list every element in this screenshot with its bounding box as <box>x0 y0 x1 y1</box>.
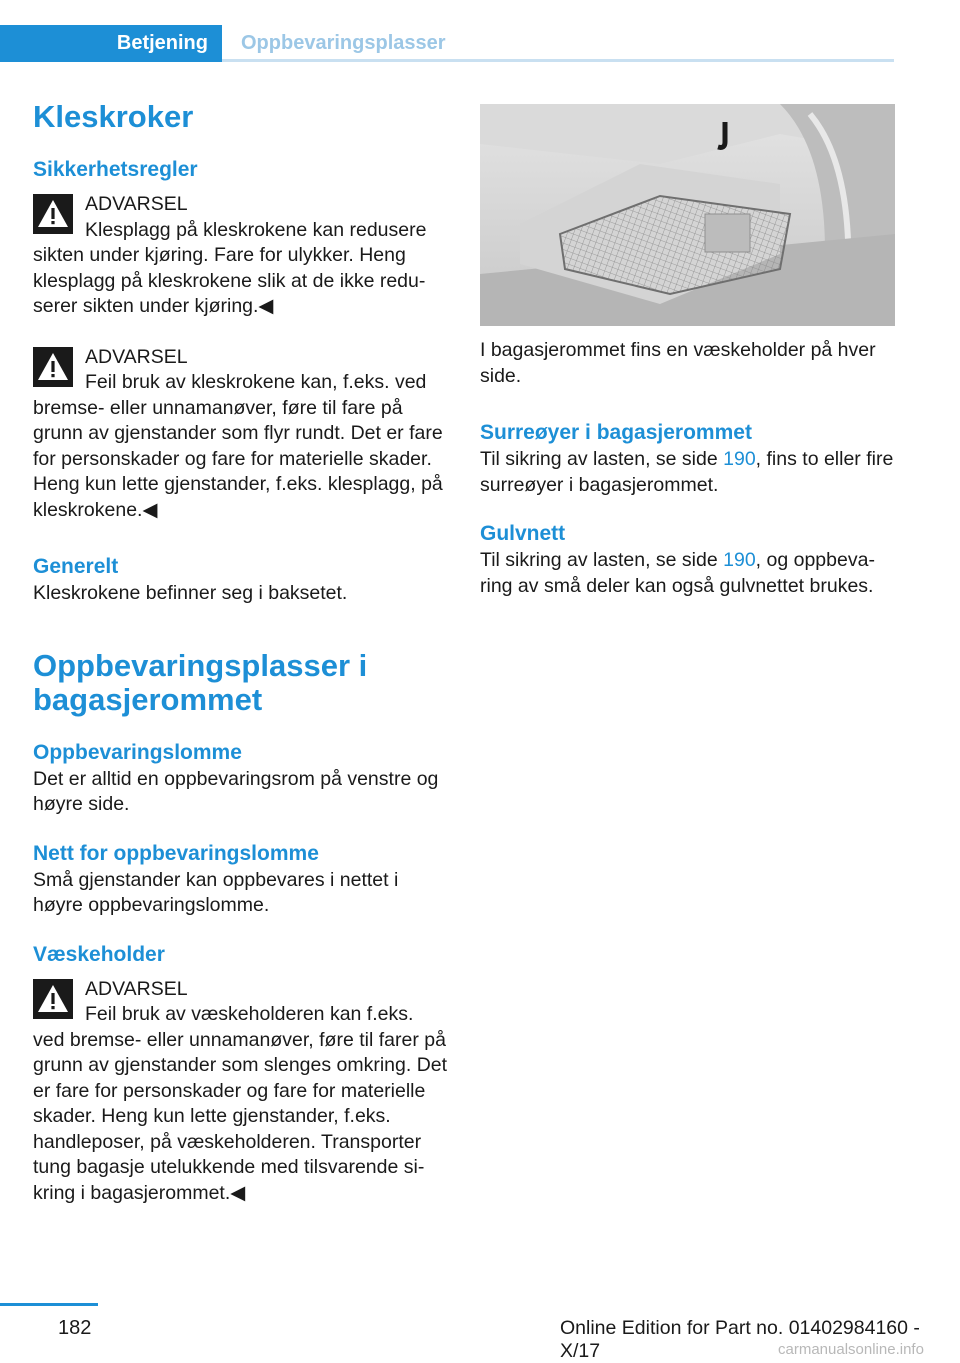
gulv-text-post: , og oppbevaring av små deler kan også gulvnettet brukes. <box>480 549 875 597</box>
header-bar <box>0 0 960 62</box>
warning-text: Feil bruk av kleskrokene kan, f.eks. ved bremse- eller unnamanøver, føre til fare på grunn av gjenstander som flyr rundt. Det er fare for personskader og fare for materielle skader. Heng kun lette gjenstander, f.eks. klesplagg, på kleskrokene.◀ <box>33 371 443 521</box>
warning-title: ADVARSEL <box>85 345 188 368</box>
warning-text: Feil bruk av væskeholderen kan f.eks. ved bremse- eller unnamanøver, føre til farer på grunn av gjenstander som slenges omkring. Det er fare for personskader og fare for materielle skader. Heng kun lette gjenstander, f.eks. handleposer, på væskeholderen. Transporter tung bagasje utelukkende med tilsvarende sikring i bagasjerommet.◀ <box>33 1003 448 1204</box>
surre-text-post: , fins to eller fire surreøyer i bagasjerommet. <box>480 448 894 496</box>
right-column <box>480 104 896 599</box>
warning-title: ADVARSEL <box>85 977 188 1000</box>
lomme-text: Det er alltid en oppbevaringsrom på venstre og høyre side. <box>33 767 439 815</box>
heading-nett: Nett for oppbevaringslomme <box>33 841 319 865</box>
watermark: carmanualsonline.info <box>778 1341 924 1358</box>
heading-sikkerhetsregler: Sikkerhetsregler <box>33 158 198 181</box>
warning-text: Klesplagg på kleskrokene kan redusere sikten under kjøring. Fare for ulykker. Heng klesplagg på kleskrokene slik at de ikke reduserer sikten under kjøring.◀ <box>33 218 427 317</box>
tab-betjening-label: Betjening <box>116 32 208 54</box>
tab-oppbevaringsplasser-label: Oppbevaringsplasser <box>241 32 446 54</box>
warning-icon <box>33 979 73 1019</box>
edition-footer: Online Edition for Part no. 01402984160 - X/17 <box>560 1317 920 1362</box>
left-column <box>33 100 449 1206</box>
heading-gulvnett: Gulvnett <box>480 522 566 545</box>
warning-block-2 <box>33 345 449 524</box>
page-number-rule <box>0 1303 98 1306</box>
trunk-net-photo <box>480 104 895 326</box>
nett-text: Små gjenstander kan oppbevares i nettet i høyre oppbevaringslomme. <box>33 868 399 916</box>
page-link-190[interactable]: 190 <box>723 448 756 470</box>
heading-kleskroker: Kleskroker <box>33 99 194 134</box>
gulv-text-pre: Til sikring av lasten, se side <box>480 549 724 571</box>
header-rule <box>222 59 894 62</box>
surre-text-pre: Til sikring av lasten, se side <box>480 448 724 470</box>
warning-title: ADVARSEL <box>85 193 188 215</box>
generelt-text: Kleskrokene befinner seg i baksetet. <box>33 582 348 604</box>
warning-icon <box>33 194 73 234</box>
heading-oppbevaringsplasser-bagasjerommet: Oppbevaringsplasser i bagasjerommet <box>33 647 368 717</box>
tab-betjening[interactable] <box>0 25 222 62</box>
page-link-190[interactable]: 190 <box>723 549 756 571</box>
heading-oppbevaringslomme: Oppbevaringslomme <box>33 740 242 764</box>
heading-surreoyer: Surreøyer i bagasjerommet <box>480 421 752 444</box>
warning-block-1 <box>33 192 449 320</box>
gulv-text <box>480 548 896 599</box>
tab-oppbevaringsplasser[interactable] <box>241 25 446 62</box>
warning-icon <box>33 347 73 387</box>
warning-block-3 <box>33 977 449 1207</box>
heading-generelt: Generelt <box>33 555 119 578</box>
heading-vaeskeholder: Væskeholder <box>33 942 165 966</box>
photo-caption: I bagasjerommet fins en væskeholder på hver side. <box>480 339 876 387</box>
page-number: 182 <box>58 1317 92 1339</box>
surre-text <box>480 447 896 498</box>
